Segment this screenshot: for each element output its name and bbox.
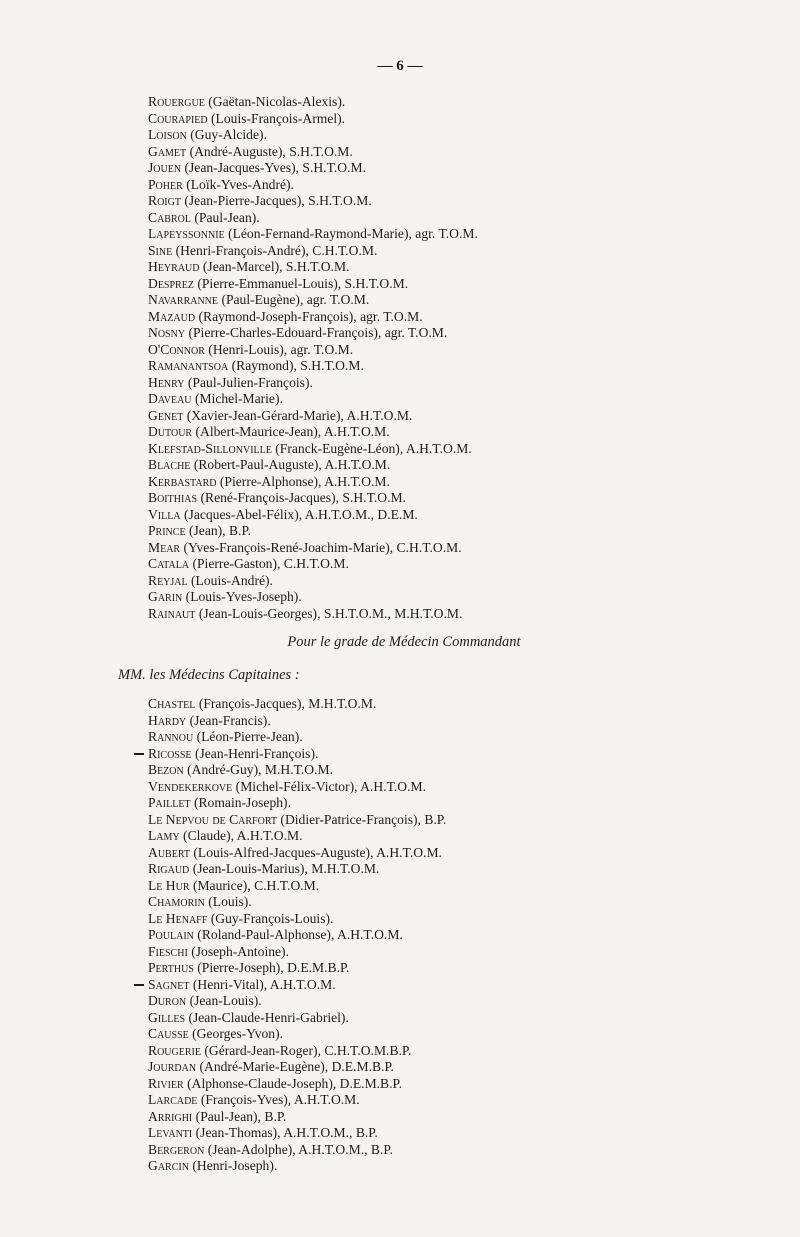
officer-details: (Michel-Félix-Victor), A.H.T.O.M. [235,778,427,794]
officer-list-1 [148,94,788,622]
officer-surname: Le Henaff [148,910,208,926]
list-item [148,210,788,227]
officer-details: (François-Jacques), M.H.T.O.M. [198,696,377,711]
officer-details: (René-François-Jacques), S.H.T.O.M. [200,490,406,505]
officer-details: (Gaëtan-Nicolas-Alexis). [208,94,346,109]
list-item [148,812,788,829]
officer-surname: Garin [148,589,183,604]
list-item [148,960,788,977]
list-item [148,1158,788,1175]
officer-surname: Kerbastard [148,473,217,489]
officer-surname: Chastel [148,696,196,711]
officer-surname: Lamy [148,828,180,843]
officer-details: (Pierre-Alphonse), A.H.T.O.M. [219,473,390,489]
list-item [148,523,788,540]
officer-surname: Heyraud [148,259,200,274]
list-item [148,1010,788,1027]
officer-surname: Lapeyssonnie [148,226,225,241]
officer-surname: Blache [148,457,191,472]
officer-details: (Henri-François-André), C.H.T.O.M. [175,242,378,258]
officer-details: (Pierre-Joseph), D.E.M.B.P. [197,960,350,975]
officer-surname: Aubert [148,844,190,860]
officer-surname: Villa [148,506,181,522]
list-item [148,861,788,878]
officer-surname: Poulain [148,927,194,942]
list-item [148,358,788,375]
list-item [148,424,788,441]
list-item [148,1092,788,1109]
list-item [148,573,788,590]
list-item [148,779,788,796]
officer-surname: Rougerie [148,1042,201,1058]
officer-surname: Navarranne [148,292,219,307]
section-sub-heading: MM. les Médecins Capitaines : [118,667,300,683]
list-item [148,375,788,392]
officer-surname: Rivier [148,1075,184,1091]
officer-surname: Mear [148,539,181,555]
officer-details: (Paul-Jean). [194,209,260,225]
list-item [148,474,788,491]
officer-details: (Alphonse-Claude-Joseph), D.E.M.B.P. [187,1075,402,1091]
officer-surname: Paillet [148,795,191,810]
list-item [148,1109,788,1126]
officer-surname: Gamet [148,143,187,159]
officer-details: (Loïk-Yves-André). [186,176,294,192]
list-item [148,342,788,359]
officer-surname: Klefstad-Sillonville [148,440,272,456]
officer-surname: Garcin [148,1158,189,1173]
officer-details: (Léon-Fernand-Raymond-Marie), agr. T.O.M. [228,226,478,241]
list-item [148,1076,788,1093]
officer-details: (Jean-Adolphe), A.H.T.O.M., B.P. [207,1141,393,1157]
officer-details: (Guy-François-Louis). [210,910,334,926]
list-item [148,408,788,425]
list-item [148,795,788,812]
list-item [148,1125,788,1142]
officer-surname: Nosny [148,325,186,340]
section-heading [0,634,800,651]
officer-surname: Courapied [148,110,208,126]
list-item [148,589,788,606]
officer-surname: Boithias [148,490,198,505]
officer-details: (Jean-Louis-Marius), M.H.T.O.M. [192,861,380,876]
officer-details: (Louis). [208,894,252,909]
officer-surname: Bezon [148,762,184,777]
list-item [148,1059,788,1076]
officer-surname: Larcade [148,1092,198,1107]
list-item [148,944,788,961]
officer-surname: Henry [148,374,185,390]
officer-surname: Desprez [148,275,194,291]
officer-details: (Jean), B.P. [188,523,251,538]
officer-surname: Le Nepvou de Carfort [148,811,278,827]
list-item [148,243,788,260]
officer-details: (Paul-Jean), B.P. [195,1108,287,1124]
officer-surname: Poher [148,176,183,192]
officer-details: (Jean-Pierre-Jacques), S.H.T.O.M. [184,193,372,208]
officer-surname: Ramanantsoa [148,358,229,373]
officer-details: (Xavier-Jean-Gérard-Marie), A.H.T.O.M. [186,407,413,423]
officer-surname: Rouergue [148,94,205,109]
officer-details: (Raymond), S.H.T.O.M. [231,358,364,373]
list-item [148,927,788,944]
list-item [148,160,788,177]
list-item [148,325,788,342]
officer-details: (Michel-Marie). [194,391,283,406]
list-item [148,276,788,293]
officer-surname: Levanti [148,1125,193,1140]
officer-surname: Bergeron [148,1141,205,1157]
officer-list-2 [148,696,788,1175]
officer-surname: Chamorin [148,894,205,909]
officer-surname: Perthus [148,960,194,975]
officer-surname: Catala [148,556,190,571]
list-item [148,845,788,862]
list-item [148,993,788,1010]
officer-details: (Gérard-Jean-Roger), C.H.T.O.M.B.P. [204,1042,412,1058]
officer-surname: Cabrol [148,209,191,225]
list-item [148,441,788,458]
officer-details: (Pierre-Emmanuel-Louis), S.H.T.O.M. [197,275,409,291]
officer-details: (Paul-Julien-François). [187,374,313,390]
officer-details: (Jacques-Abel-Félix), A.H.T.O.M., D.E.M. [184,506,418,522]
list-item [148,696,788,713]
officer-details: (Henri-Joseph). [192,1158,278,1173]
officer-surname: Mazaud [148,308,196,324]
list-item [148,540,788,557]
officer-details: (Paul-Eugène), agr. T.O.M. [221,292,370,307]
officer-surname: Rainaut [148,605,196,621]
list-item [148,292,788,309]
officer-surname: Daveau [148,391,192,406]
officer-details: (Robert-Paul-Auguste), A.H.T.O.M. [193,457,391,472]
list-item [148,309,788,326]
officer-details: (Didier-Patrice-François), B.P. [280,811,447,827]
officer-details: (Louis-Alfred-Jacques-Auguste), A.H.T.O.M. [193,844,442,860]
list-item [148,977,788,994]
officer-details: (André-Marie-Eugène), D.E.M.B.P. [199,1059,394,1074]
officer-details: (Maurice), C.H.T.O.M. [192,877,320,893]
list-item [148,911,788,928]
officer-details: (Pierre-Charles-Edouard-François), agr. T.O.M. [188,325,448,340]
officer-details: (Joseph-Antoine). [191,943,289,959]
officer-surname: Ricosse [148,745,192,761]
officer-details: (André-Auguste), S.H.T.O.M. [189,143,353,159]
list-item [148,606,788,623]
officer-surname: Genet [148,407,184,423]
officer-details: (Albert-Maurice-Jean), A.H.T.O.M. [195,424,390,439]
officer-details: (Jean-Louis). [189,993,262,1008]
officer-surname: Jouen [148,160,182,175]
officer-details: (Louis-Yves-Joseph). [185,589,302,604]
officer-details: (Jean-Francis). [189,712,271,728]
officer-surname: Sine [148,242,173,258]
officer-surname: Roigt [148,193,181,208]
list-item [148,144,788,161]
officer-details: (Georges-Yvon). [192,1026,284,1041]
officer-surname: Dutour [148,424,193,439]
officer-details: (Jean-Marcel), S.H.T.O.M. [202,259,350,274]
list-item [148,127,788,144]
list-item [148,878,788,895]
officer-details: (Claude), A.H.T.O.M. [183,828,303,843]
officer-details: (Roland-Paul-Alphonse), A.H.T.O.M. [197,927,403,942]
list-item [148,111,788,128]
officer-details: (Jean-Jacques-Yves), S.H.T.O.M. [184,160,366,175]
officer-details: (François-Yves), A.H.T.O.M. [200,1092,360,1107]
officer-details: (Raymond-Joseph-François), agr. T.O.M. [198,308,423,324]
officer-surname: Le Hur [148,877,190,893]
list-item [148,828,788,845]
list-item [148,193,788,210]
officer-surname: Loison [148,127,187,142]
officer-details: (Jean-Claude-Henri-Gabriel). [188,1009,349,1025]
officer-details: (Romain-Joseph). [193,795,291,810]
officer-surname: Vendekerkove [148,778,233,794]
list-item [148,1142,788,1159]
officer-surname: Arrighi [148,1108,193,1124]
officer-surname: O'Connor [148,341,205,357]
officer-details: (Louis-André). [191,572,273,588]
list-item [148,226,788,243]
officer-details: (Louis-François-Armel). [211,110,346,126]
officer-surname: Duron [148,993,187,1008]
officer-details: (Jean-Henri-François). [194,745,319,761]
section-heading-text: Pour le grade de Médecin Commandant [287,634,521,650]
officer-details: (Guy-Alcide). [190,127,267,142]
list-item [148,490,788,507]
list-item [148,729,788,746]
page-number: — 6 — [377,58,423,74]
list-item [148,1026,788,1043]
list-item [148,94,788,111]
officer-surname: Causse [148,1026,189,1041]
list-item [148,177,788,194]
list-item [148,762,788,779]
officer-surname: Prince [148,523,186,538]
list-item [148,556,788,573]
officer-details: (Pierre-Gaston), C.H.T.O.M. [192,556,349,571]
officer-details: (Jean-Thomas), A.H.T.O.M., B.P. [195,1125,378,1140]
officer-surname: Hardy [148,712,187,728]
list-item [148,746,788,763]
list-item [148,1043,788,1060]
officer-details: (Henri-Louis), agr. T.O.M. [208,341,354,357]
officer-surname: Jourdan [148,1059,197,1074]
officer-surname: Sagnet [148,976,190,992]
officer-details: (Franck-Eugène-Léon), A.H.T.O.M. [275,440,472,456]
list-item [148,457,788,474]
officer-surname: Reyjal [148,572,188,588]
list-item [148,894,788,911]
list-item [148,259,788,276]
officer-details: (Yves-François-René-Joachim-Marie), C.H.T.O.M. [183,539,462,555]
list-item [148,391,788,408]
officer-details: (Henri-Vital), A.H.T.O.M. [192,976,336,992]
officer-details: (André-Guy), M.H.T.O.M. [187,762,333,777]
officer-surname: Gilles [148,1009,186,1025]
officer-surname: Fieschi [148,943,188,959]
officer-details: (Léon-Pierre-Jean). [196,729,303,744]
list-item [148,507,788,524]
officer-surname: Rannou [148,729,194,744]
officer-surname: Rigaud [148,861,190,876]
officer-details: (Jean-Louis-Georges), S.H.T.O.M., M.H.T.O.M. [198,605,463,621]
list-item [148,713,788,730]
